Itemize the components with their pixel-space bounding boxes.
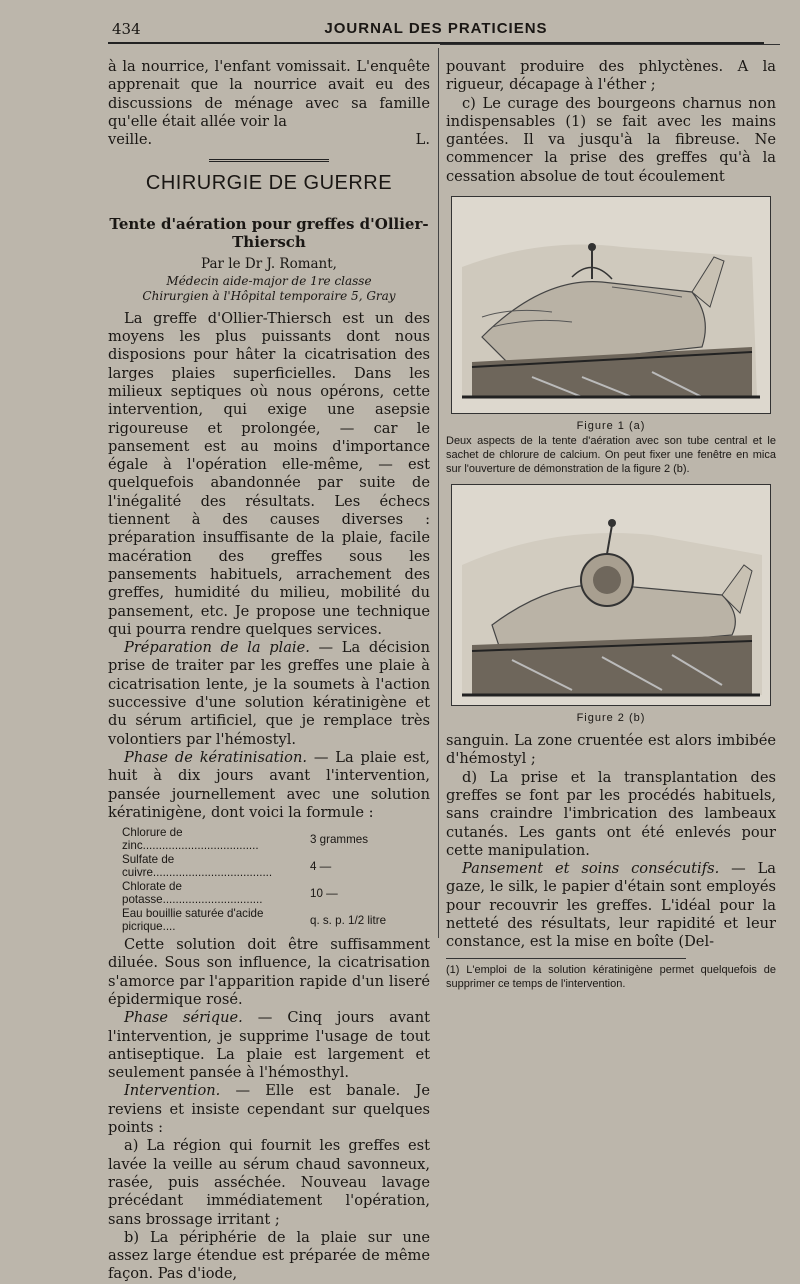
subhead-preparation: Préparation de la plaie. bbox=[124, 639, 310, 657]
section-rule bbox=[209, 159, 329, 162]
footnote: (1) L'emploi de la solution kératinigène permet quelquefois de supprimer ce temps de l'intervention. bbox=[446, 963, 776, 990]
paragraph-point-a: a) La région qui fournit les greffes est lavée la veille au sérum chaud savonneux, rasée, puis asséchée. Nouveau lavage précédant immédiatement l'opération, sans brossage irritant ; bbox=[108, 1137, 430, 1228]
paragraph-pansement bbox=[446, 860, 776, 951]
formula-row bbox=[108, 907, 430, 934]
subhead-serique: Phase sérique. bbox=[124, 1009, 243, 1027]
paragraph-point-d: d) La prise et la transplantation des greffes se font par les procédés habituels, sans craindre l'imbrication des lambeaux cutanés. Les gants ont été enlevés pour cette manipulation. bbox=[446, 768, 776, 859]
formula-ingredient: Chlorure de zinc.................................... bbox=[122, 826, 259, 853]
page-header bbox=[108, 18, 764, 44]
paragraph-serique-text: — Cinq jours avant l'intervention, je supprime l'usage de tout antiseptique. La plaie est largement et seulement pansée à l'hémosthyl. bbox=[108, 1009, 430, 1082]
footnote-rule bbox=[446, 958, 686, 959]
figure-1-illustration bbox=[451, 196, 771, 414]
journal-title: JOURNAL DES PRATICIENS bbox=[324, 20, 548, 37]
subhead-pansement: Pansement et soins consécutifs. bbox=[462, 860, 720, 878]
right-paragraph-1: pouvant produire des phlyctènes. A la rigueur, décapage à l'éther ; bbox=[446, 58, 776, 94]
paragraph-1: La greffe d'Ollier-Thiersch est un des moyens les plus puissants dont nous disposions pour hâter la cicatrisation des larges plaies superficielles. Dans les milieux septiques où nous opérons, cette intervention, qui exige une asepsie rigoureuse et prolongée, — car le pansement est au moins d'importance égale à l'opération elle-même, — est quelquefois abandonnée par suite de l'inégalité des résultats. Les échecs tiennent à des causes diverses : préparation insuffisante de la plaie, facile macération des greffes sous les pansements habituels, arrachement des greffes, humidité du milieu, mobilité du pansement, etc. Je propose une technique qui pourra rendre quelques services. bbox=[108, 309, 430, 638]
author-affiliation-2: Chirurgien à l'Hôpital temporaire 5, Gray bbox=[142, 288, 396, 303]
article-title: Tente d'aération pour greffes d'Ollier-Thiersch bbox=[109, 215, 429, 252]
section-title: CHIRURGIE DE GUERRE bbox=[145, 172, 393, 195]
paragraph-pansement-text: — La gaze, le silk, le papier d'étain sont employés pour recouvrir les greffes. L'idéal pour la netteté des résultats, leur rapidité et leur constance, est la mise en boîte (Del- bbox=[446, 860, 777, 951]
paragraph-serique bbox=[108, 1009, 430, 1082]
intro-last-line bbox=[108, 131, 430, 149]
paragraph-keratinisation-text: — La plaie est, huit à dix jours avant l'intervention, pansée journellement avec une solution kératinigène, dont voici la formule : bbox=[108, 748, 431, 821]
paragraph-point-b: b) La périphérie de la plaie sur une assez large étendue est préparée de même façon. Pas d'iode, bbox=[108, 1228, 430, 1283]
right-paragraph-sanguin: sanguin. La zone cruentée est alors imbibée d'hémostyl ; bbox=[446, 732, 776, 768]
figure-2-label: Figure 2 (b) bbox=[576, 712, 646, 725]
right-column bbox=[446, 58, 776, 991]
figure-1-caption: Deux aspects de la tente d'aération avec son tube central et le sachet de chlorure de calcium. On peut fixer une fenêtre en mica sur l'ouverture de démonstration de la figure 2 (b). bbox=[446, 435, 776, 476]
formula-quantity: 3 grammes bbox=[310, 832, 368, 846]
formula-quantity: 10 — bbox=[310, 886, 338, 900]
paragraph-intervention bbox=[108, 1082, 430, 1137]
figure-1-drawing bbox=[452, 197, 770, 413]
formula-ingredient: Eau bouillie saturée d'acide picrique.... bbox=[122, 907, 264, 934]
paragraph-preparation-text: — La décision prise de traiter par les greffes une plaie à cicatrisation lente, je la soumets à l'action successive d'une solution kératinigène et du sérum artificiel, que je remplace très volontiers par l'hémostyl. bbox=[108, 639, 430, 748]
subhead-keratinisation: Phase de kératinisation. bbox=[124, 748, 308, 766]
figure-1-label: Figure 1 (a) bbox=[576, 420, 646, 433]
figure-2-drawing bbox=[452, 485, 770, 705]
author-affiliation-1: Médecin aide-major de 1re classe bbox=[166, 273, 372, 288]
intro-last-word: veille. bbox=[108, 131, 153, 149]
paragraph-preparation bbox=[108, 639, 430, 749]
intro-signature: L. bbox=[415, 131, 430, 149]
formula-row bbox=[108, 880, 430, 907]
paragraph-intervention-text: — Elle est banale. Je reviens et insiste cependant sur quelques points : bbox=[108, 1082, 430, 1137]
header-rule bbox=[440, 44, 780, 45]
byline: Par le Dr J. Romant, bbox=[201, 256, 337, 273]
paragraph-point-c: c) Le curage des bourgeons charnus non indispensables (1) se fait avec les mains gantées. Il va jusqu'à la fibreuse. Ne commencer la prise des greffes qu'à la cessation absolue de tout écoulement bbox=[446, 94, 776, 185]
figure-2-illustration bbox=[451, 484, 771, 706]
page-number: 434 bbox=[112, 20, 141, 38]
formula-ingredient: Sulfate de cuivre..................................... bbox=[122, 853, 273, 880]
subhead-intervention: Intervention. bbox=[124, 1082, 221, 1100]
column-divider bbox=[438, 48, 439, 938]
paragraph-keratinisation bbox=[108, 749, 430, 822]
formula-row bbox=[108, 853, 430, 880]
formula-ingredient: Chlorate de potasse............................... bbox=[122, 880, 263, 907]
left-column bbox=[108, 58, 430, 1284]
formula-quantity: q. s. p. 1/2 litre bbox=[310, 913, 387, 927]
formula-quantity: 4 — bbox=[310, 859, 332, 873]
formula-row bbox=[108, 826, 430, 853]
paragraph-solution: Cette solution doit être suffisamment diluée. Sous son influence, la cicatrisation s'amorce par l'apparition rapide d'un liseré épidermique rosé. bbox=[108, 936, 430, 1008]
formula-table bbox=[108, 826, 430, 934]
intro-paragraph: à la nourrice, l'enfant vomissait. L'enquête apprenait que la nourrice avait eu des discussions de ménage avec sa famille qu'elle était allée voir la bbox=[108, 58, 430, 130]
